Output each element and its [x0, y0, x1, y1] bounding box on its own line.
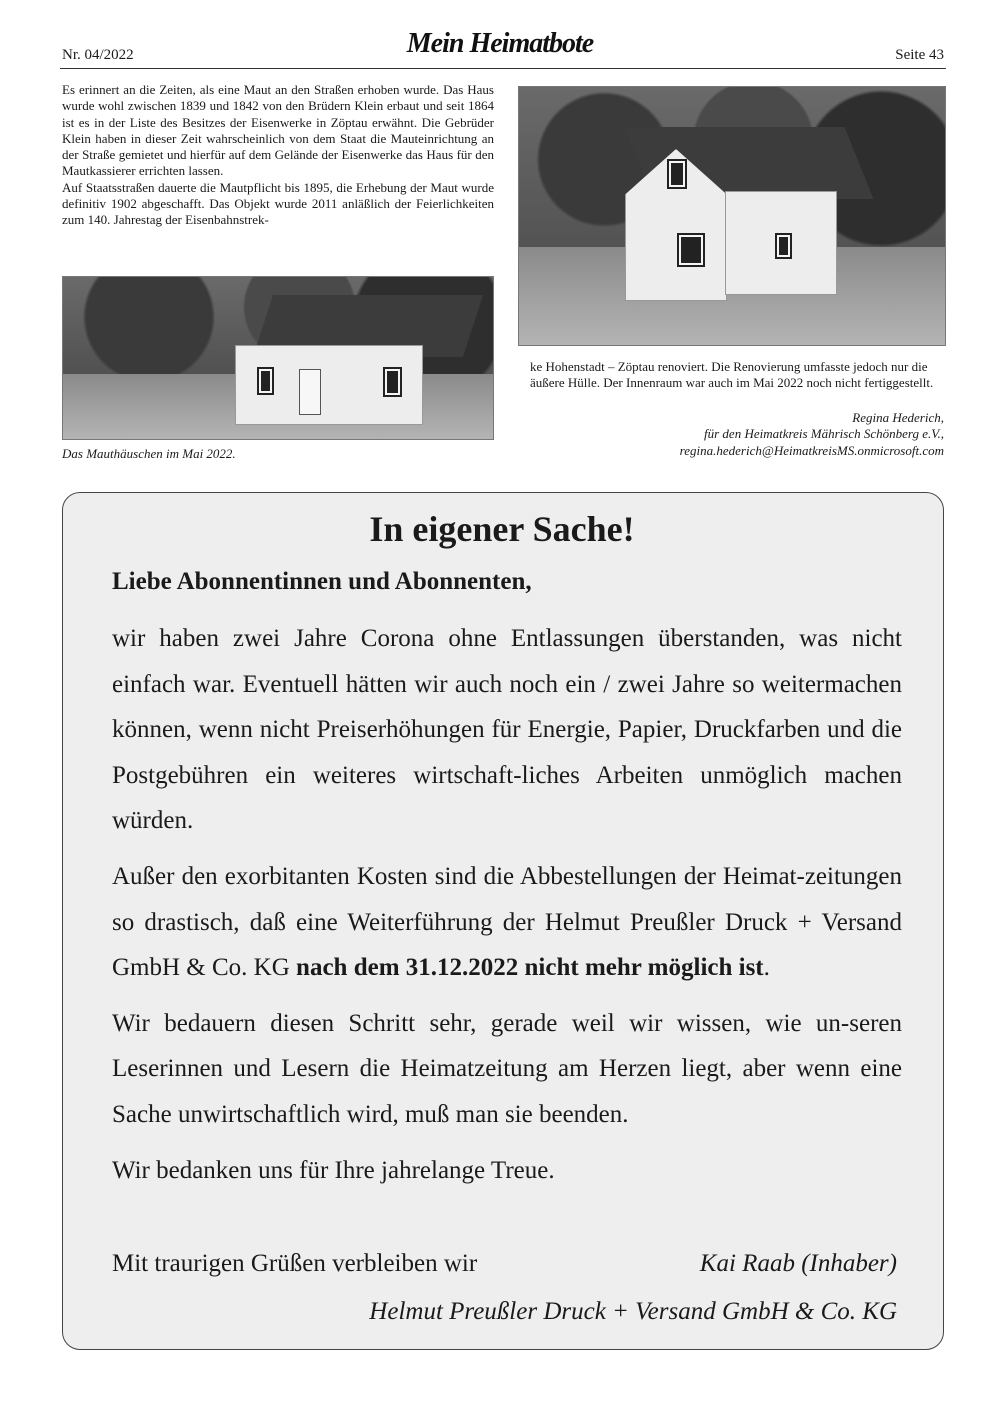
article-paragraph: ke Hohenstadt – Zöptau renoviert. Die Renovierung umfasste jedoch nur die äußere Hülle. Der Innenraum war auch im Mai 2022 noch nicht fertiggestellt.	[530, 359, 934, 391]
notice-paragraph: Wir bedauern diesen Schritt sehr, gerade weil wir wissen, wie un-seren Leserinnen und Lesern die Heimatzeitung am Herzen liegt, aber wenn eine Sache unwirtschaftlich wird, muß man sie beenden.	[112, 1009, 902, 1128]
article-right-column	[530, 359, 944, 392]
article-paragraph: Es erinnert an die Zeiten, als eine Maut an den Straßen erhoben wurde. Das Haus wurde wohl zwischen 1839 und 1842 von den Brüdern Klein erbaut und seit 1864 ist es in der Liste des Besitzes der Eisenwerke in Zöptau erwähnt. Die Gebrüder Klein haben in dieser Zeit wahrscheinlich von dem Staat die Mauteinrichtung an der Straße gemietet und hierfür auf dem Gelände der Eisenwerke das Haus für den Mautkassierer errichten lassen.	[62, 82, 494, 179]
header-rule	[60, 68, 946, 69]
notice-paragraph: Wir bedanken uns für Ihre jahrelange Treue.	[112, 1156, 555, 1184]
notice-owner: Kai Raab (Inhaber)	[699, 1250, 897, 1277]
page-number: Seite 43	[895, 47, 944, 63]
notice-paragraph	[112, 854, 902, 991]
masthead-title: Mein Heimatbote	[406, 28, 594, 59]
notice-highlight: nach dem 31.12.2022 nicht mehr möglich ist	[296, 954, 764, 982]
article-left-column	[62, 82, 494, 229]
notice-text: .	[763, 954, 770, 982]
photo-caption: Das Mauthäuschen im Mai 2022.	[62, 446, 236, 461]
photo-tollhouse-closeup	[518, 86, 946, 346]
author-email: regina.hederich@HeimatkreisMS.onmicrosoft.com	[679, 442, 944, 458]
author-name: Regina Hederich,	[852, 410, 944, 425]
photo-tollhouse-road	[62, 276, 494, 440]
author-org: für den Heimatkreis Mährisch Schönberg e.V.,	[704, 426, 944, 442]
notice-closing: Mit traurigen Grüßen verbleiben wir	[112, 1250, 478, 1277]
notice-text: Außer den exorbitanten Kosten sind die Abbestellungen der Heimat-zeitungen so drastisch, daß eine Weiterführung der Helmut Preußler Druck + Versand GmbH & Co. KG	[112, 862, 902, 982]
notice-company: Helmut Preußler Druck + Versand GmbH & Co. KG	[369, 1298, 897, 1325]
author-signature	[680, 410, 944, 459]
issue-number: Nr. 04/2022	[62, 47, 134, 63]
notice-salutation: Liebe Abonnentinnen und Abonnenten,	[112, 568, 532, 595]
article-paragraph: Auf Staatsstraßen dauerte die Mautpflicht bis 1895, die Erhebung der Maut wurde definitiv 1902 abgeschafft. Das Objekt wurde 2011 anläßlich der Feierlichkeiten zum 140. Jahrestag der Eisenbahnstrek-	[62, 179, 494, 228]
notice-title: In eigener Sache!	[369, 509, 635, 549]
notice-paragraph: wir haben zwei Jahre Corona ohne Entlassungen überstanden, was nicht einfach war. Eventuell hätten wir auch noch ein / zwei Jahre so weitermachen können, wenn nicht Preiserhöhungen für Energie, Papier, Druckfarben und die Postgebühren ein weiteres wirtschaft-liches Arbeiten unmöglich machen würden.	[112, 625, 902, 835]
notice-body	[112, 616, 902, 1203]
